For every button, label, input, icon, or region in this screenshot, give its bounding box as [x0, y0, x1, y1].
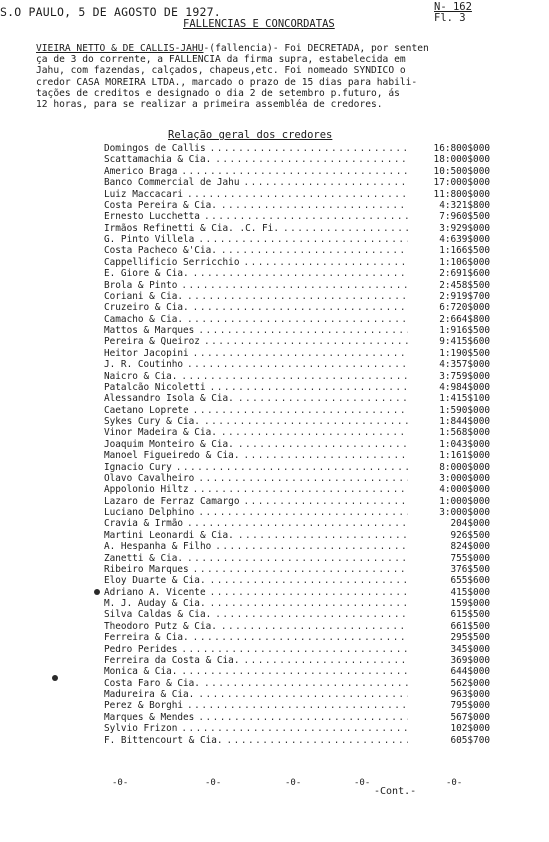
creditor-name: Adriano A. Vicente: [104, 586, 206, 598]
creditor-amount: 2:691$600: [439, 268, 490, 280]
creditor-row: [104, 518, 490, 529]
dot-leader: [243, 496, 408, 507]
creditor-name: Silva Caldas & Cia.: [104, 609, 212, 621]
dot-leader: [187, 314, 408, 325]
dot-leader: [198, 325, 408, 336]
creditor-amount: 1:916$500: [439, 325, 490, 336]
footer-mark: -0-: [446, 778, 463, 788]
creditor-amount: 824$000: [450, 541, 490, 553]
footer-mark: -0-: [112, 778, 129, 788]
creditor-name: Sykes Cury & Cia.: [104, 416, 200, 427]
creditor-amount: 963$000: [450, 689, 490, 700]
creditor-name: Brola & Pinto: [104, 279, 178, 291]
creditor-name: Vinor Madeira & Cia.: [104, 427, 217, 439]
creditor-amount: 1:166$500: [439, 245, 490, 257]
creditor-amount: 562$000: [450, 677, 490, 689]
creditor-name: Madureira & Cia.: [104, 689, 195, 700]
document-number-block: [434, 2, 478, 24]
dot-leader: [215, 609, 408, 620]
creditor-name: Marques & Mendes: [104, 711, 195, 723]
page-number: Fl. 3: [434, 12, 466, 24]
creditor-amount: 605$700: [450, 734, 490, 746]
dot-leader: [181, 371, 408, 382]
creditor-row: [104, 177, 490, 188]
dot-leader: [221, 245, 408, 256]
creditor-amount: 6:720$000: [439, 302, 490, 314]
creditor-row: [104, 632, 490, 643]
dot-leader: [227, 735, 408, 746]
creditor-amount: 4:984$000: [439, 381, 490, 393]
creditor-row: [104, 553, 490, 564]
creditor-row: [104, 416, 490, 427]
creditor-row: [104, 166, 490, 177]
creditor-name: Cappellificio Serricchio: [104, 256, 240, 268]
intro-line: Jahu, com fazendas, calçados, chapeus,etc. Foi nomeado SYNDICO o: [36, 65, 406, 77]
creditor-row: [104, 507, 490, 518]
creditor-name: Pereira & Queiroz: [104, 336, 200, 348]
dot-leader: [210, 598, 408, 609]
creditor-amount: 4:639$000: [439, 234, 490, 245]
creditor-amount: 16:800$000: [433, 143, 490, 154]
footer-mark: -0-: [205, 778, 222, 788]
creditor-row: [104, 359, 490, 370]
creditor-name: Pedro Perides: [104, 643, 178, 655]
dot-leader: [283, 223, 408, 234]
dot-leader: [198, 712, 408, 723]
creditor-row: [104, 245, 490, 256]
punch-hole: [52, 675, 58, 681]
creditor-amount: 755$000: [450, 552, 490, 564]
creditor-name: Caetano Loprete: [104, 404, 189, 416]
creditor-name: Appolonio Hiltz: [104, 484, 189, 496]
creditor-amount: 4:321$800: [439, 199, 490, 211]
dot-leader: [243, 655, 408, 666]
creditor-amount: 1:415$100: [439, 393, 490, 405]
creditor-name: J. R. Coutinho: [104, 359, 184, 371]
creditor-row: [104, 700, 490, 711]
creditor-amount: 17:000$000: [433, 177, 490, 189]
creditor-row: [104, 473, 490, 484]
dot-leader: [243, 450, 408, 461]
creditor-name: Olavo Cavalheiro: [104, 472, 195, 484]
creditor-row: [104, 280, 490, 291]
dot-leader: [187, 189, 408, 200]
section-title: FALLENCIAS E CONCORDATAS: [183, 18, 335, 30]
creditor-amount: 11:800$000: [433, 188, 490, 200]
creditor-name: Americo Braga: [104, 165, 178, 177]
creditor-amount: 8:000$000: [439, 461, 490, 473]
creditor-name: G. Pinto Villela: [104, 234, 195, 245]
dot-leader: [215, 154, 408, 165]
creditor-name: Irmãos Refinetti & Cia. .C. Fi.: [104, 222, 279, 234]
creditor-amount: 3:000$000: [439, 507, 490, 518]
dot-leader: [187, 518, 408, 529]
intro-line: credor CASA MOREIRA LTDA., marcado o prazo de 15 dias para habili-: [36, 76, 418, 88]
creditor-name: Naicro & Cia.: [104, 370, 178, 382]
creditor-row: [104, 564, 490, 575]
creditor-row: [104, 302, 490, 313]
creditor-amount: 102$000: [450, 723, 490, 735]
creditor-name: Domingos de Callis: [104, 143, 206, 154]
creditor-amount: 3:000$000: [439, 472, 490, 484]
creditor-name: Theodoro Putz & Cia.: [104, 620, 217, 632]
creditor-amount: 1:844$000: [439, 416, 490, 427]
dot-leader: [193, 268, 408, 279]
creditor-amount: 661$500: [450, 620, 490, 632]
page-footer: [0, 778, 549, 798]
creditor-name: Heitor Jacopini: [104, 347, 189, 359]
creditor-name: Mattos & Marques: [104, 325, 195, 336]
creditor-row: [104, 450, 490, 461]
dot-leader: [187, 291, 408, 302]
creditor-amount: 1:161$000: [439, 450, 490, 462]
dot-leader: [193, 405, 408, 416]
dot-leader: [221, 200, 408, 211]
dot-leader: [181, 166, 408, 177]
dot-leader: [193, 564, 408, 575]
dot-leader: [243, 257, 408, 268]
creditor-row: [104, 200, 490, 211]
creditor-amount: 415$000: [450, 586, 490, 598]
dot-leader: [187, 553, 408, 564]
creditor-name: Costa Pereira & Cia.: [104, 199, 217, 211]
dot-leader: [210, 575, 408, 586]
creditor-amount: 3:929$000: [439, 222, 490, 234]
creditor-row: [104, 678, 490, 689]
creditor-row: [104, 234, 490, 245]
creditor-row: [104, 666, 490, 677]
dot-leader: [193, 348, 408, 359]
creditor-amount: 2:458$500: [439, 279, 490, 291]
creditor-row: [104, 211, 490, 222]
creditor-row: [104, 439, 490, 450]
creditor-amount: 926$500: [450, 529, 490, 541]
creditor-row: [104, 393, 490, 404]
dot-leader: [243, 177, 408, 188]
creditor-amount: 10:500$000: [433, 165, 490, 177]
creditor-name: Sylvio Frizon: [104, 723, 178, 735]
creditor-amount: 159$000: [450, 598, 490, 609]
creditor-amount: 4:000$000: [439, 484, 490, 496]
creditor-name: Cravia & Irmão: [104, 518, 184, 530]
creditor-name: Camacho & Cia.: [104, 313, 184, 325]
dot-leader: [198, 473, 408, 484]
document-number: N- 162: [434, 1, 472, 13]
intro-line: ça de 3 do corrente, a FALLENCIA da firma supra, estabelecida em: [36, 54, 406, 66]
creditor-name: Eloy Duarte & Cia.: [104, 575, 206, 587]
dot-leader: [193, 632, 408, 643]
creditor-name: Lazaro de Ferraz Camargo: [104, 495, 240, 507]
creditor-amount: 1:568$000: [439, 427, 490, 439]
creditor-amount: 2:664$800: [439, 313, 490, 325]
creditor-amount: 655$600: [450, 575, 490, 587]
creditor-name: Cruzeiro & Cia.: [104, 302, 189, 314]
dot-leader: [198, 507, 408, 518]
creditor-row: [104, 223, 490, 234]
creditors-list: [104, 143, 490, 746]
creditor-row: [104, 325, 490, 336]
dot-leader: [204, 416, 408, 427]
creditor-row: [104, 291, 490, 302]
creditor-row: [104, 609, 490, 620]
dot-leader: [204, 678, 408, 689]
creditor-row: [104, 382, 490, 393]
dot-leader: [193, 484, 408, 495]
creditor-row: [104, 348, 490, 359]
dot-leader: [181, 280, 408, 291]
creditor-name: Alessandro Isola & Cia.: [104, 393, 234, 405]
creditor-amount: 18:000$000: [433, 154, 490, 166]
creditor-name: Ferreira da Costa & Cia.: [104, 654, 240, 666]
dot-leader: [215, 541, 408, 552]
creditor-row: [104, 598, 490, 609]
creditor-name: Joaquim Monteiro & Cia.: [104, 438, 234, 450]
creditor-name: Monica & Cia.: [104, 666, 178, 678]
creditor-amount: 567$000: [450, 711, 490, 723]
intro-lead: VIEIRA NETTO & DE CALLIS-JAHU: [36, 43, 204, 54]
dot-leader: [181, 723, 408, 734]
creditor-name: Zanetti & Cia.: [104, 552, 184, 564]
creditor-name: Ribeiro Marques: [104, 563, 189, 575]
intro-line1-rest: -(fallencia)- Foi DECRETADA, por senten: [203, 43, 429, 54]
creditor-name: Luciano Delphino: [104, 507, 195, 518]
creditor-name: A. Hespanha & Filho: [104, 541, 212, 553]
creditor-row: [104, 143, 490, 154]
creditor-name: Coriani & Cia.: [104, 290, 184, 302]
creditor-amount: 1:590$000: [439, 404, 490, 416]
creditor-amount: 7:960$500: [439, 211, 490, 223]
dot-leader: [193, 302, 408, 313]
dot-leader: [176, 462, 408, 473]
creditor-name: Perez & Borghi: [104, 700, 184, 712]
dot-leader: [198, 234, 408, 245]
dot-leader: [221, 621, 408, 632]
creditor-row: [104, 530, 490, 541]
creditor-name: Luiz Maccacari: [104, 188, 184, 200]
creditor-row: [104, 484, 490, 495]
dot-leader: [187, 359, 408, 370]
creditor-name: Ferreira & Cia.: [104, 632, 189, 644]
dot-leader: [204, 336, 408, 347]
creditor-amount: 795$000: [450, 700, 490, 712]
creditor-row: [104, 712, 490, 723]
intro-paragraph: [36, 43, 496, 110]
dot-leader: [210, 587, 408, 598]
dot-leader: [204, 211, 408, 222]
creditor-row: [104, 575, 490, 586]
creditor-amount: 644$000: [450, 666, 490, 678]
creditor-amount: 1:190$500: [439, 347, 490, 359]
dot-leader: [210, 143, 408, 154]
creditor-row: [104, 541, 490, 552]
creditor-row: [104, 314, 490, 325]
creditor-row: [104, 621, 490, 632]
creditor-amount: 369$000: [450, 654, 490, 666]
creditor-row: [104, 268, 490, 279]
creditor-amount: 1:106$000: [439, 256, 490, 268]
creditor-row: [104, 257, 490, 268]
creditors-list-title: Relação geral dos credores: [168, 129, 333, 141]
creditor-row: [104, 735, 490, 746]
creditor-row: [104, 405, 490, 416]
footer-mark: -0-: [354, 778, 371, 788]
creditor-amount: 9:415$600: [439, 336, 490, 348]
creditor-amount: 1:043$000: [439, 438, 490, 450]
creditor-amount: 345$000: [450, 643, 490, 655]
dot-leader: [238, 393, 408, 404]
creditor-name: Ignacio Cury: [104, 461, 172, 473]
creditor-amount: 615$500: [450, 609, 490, 621]
intro-line: tações de creditos e designado o dia 2 de setembro p.futuro, ás: [36, 87, 400, 99]
dot-leader: [238, 439, 408, 450]
document-date: S.O PAULO, 5 DE AGOSTO DE 1927.: [0, 5, 221, 19]
creditor-amount: 2:919$700: [439, 290, 490, 302]
creditor-name: M. J. Auday & Cia.: [104, 598, 206, 609]
dot-leader: [238, 530, 408, 541]
dot-leader: [221, 427, 408, 438]
footer-mark: -0-: [285, 778, 302, 788]
creditor-row: [104, 644, 490, 655]
creditor-amount: 1:000$000: [439, 495, 490, 507]
creditor-row: [104, 723, 490, 734]
creditor-name: Scattamachia & Cia.: [104, 154, 212, 166]
creditor-row: [104, 587, 490, 598]
creditor-amount: 4:357$000: [439, 359, 490, 371]
dot-leader: [187, 700, 408, 711]
creditor-name: Costa Pacheco &'Cia.: [104, 245, 217, 257]
creditor-name: E. Giore & Cia.: [104, 268, 189, 280]
creditor-name: Martini Leonardi & Cia.: [104, 529, 234, 541]
dot-leader: [181, 644, 408, 655]
creditor-name: F. Bittencourt & Cia.: [104, 734, 223, 746]
creditor-amount: 3:759$000: [439, 370, 490, 382]
creditor-name: Manoel Figueiredo & Cia.: [104, 450, 240, 462]
creditor-row: [104, 154, 490, 165]
dot-leader: [210, 382, 408, 393]
creditor-row: [104, 336, 490, 347]
dot-leader: [181, 666, 408, 677]
creditor-row: [104, 427, 490, 438]
creditor-name: Costa Faro & Cia.: [104, 677, 200, 689]
creditor-row: [104, 462, 490, 473]
creditor-row: [104, 689, 490, 700]
creditor-row: [104, 371, 490, 382]
punch-hole: [94, 589, 100, 595]
creditor-row: [104, 655, 490, 666]
dot-leader: [198, 689, 408, 700]
creditor-amount: 376$500: [450, 563, 490, 575]
creditor-row: [104, 496, 490, 507]
creditor-amount: 204$000: [450, 518, 490, 530]
creditor-name: Banco Commercial de Jahu: [104, 177, 240, 189]
creditor-name: Patalcão Nicoletti: [104, 381, 206, 393]
creditor-row: [104, 189, 490, 200]
continued-label: -Cont.-: [374, 786, 417, 797]
creditor-name: Ernesto Lucchetta: [104, 211, 200, 223]
intro-line: 12 horas, para se realizar a primeira assembléa de credores.: [36, 99, 383, 111]
creditor-amount: 295$500: [450, 632, 490, 644]
